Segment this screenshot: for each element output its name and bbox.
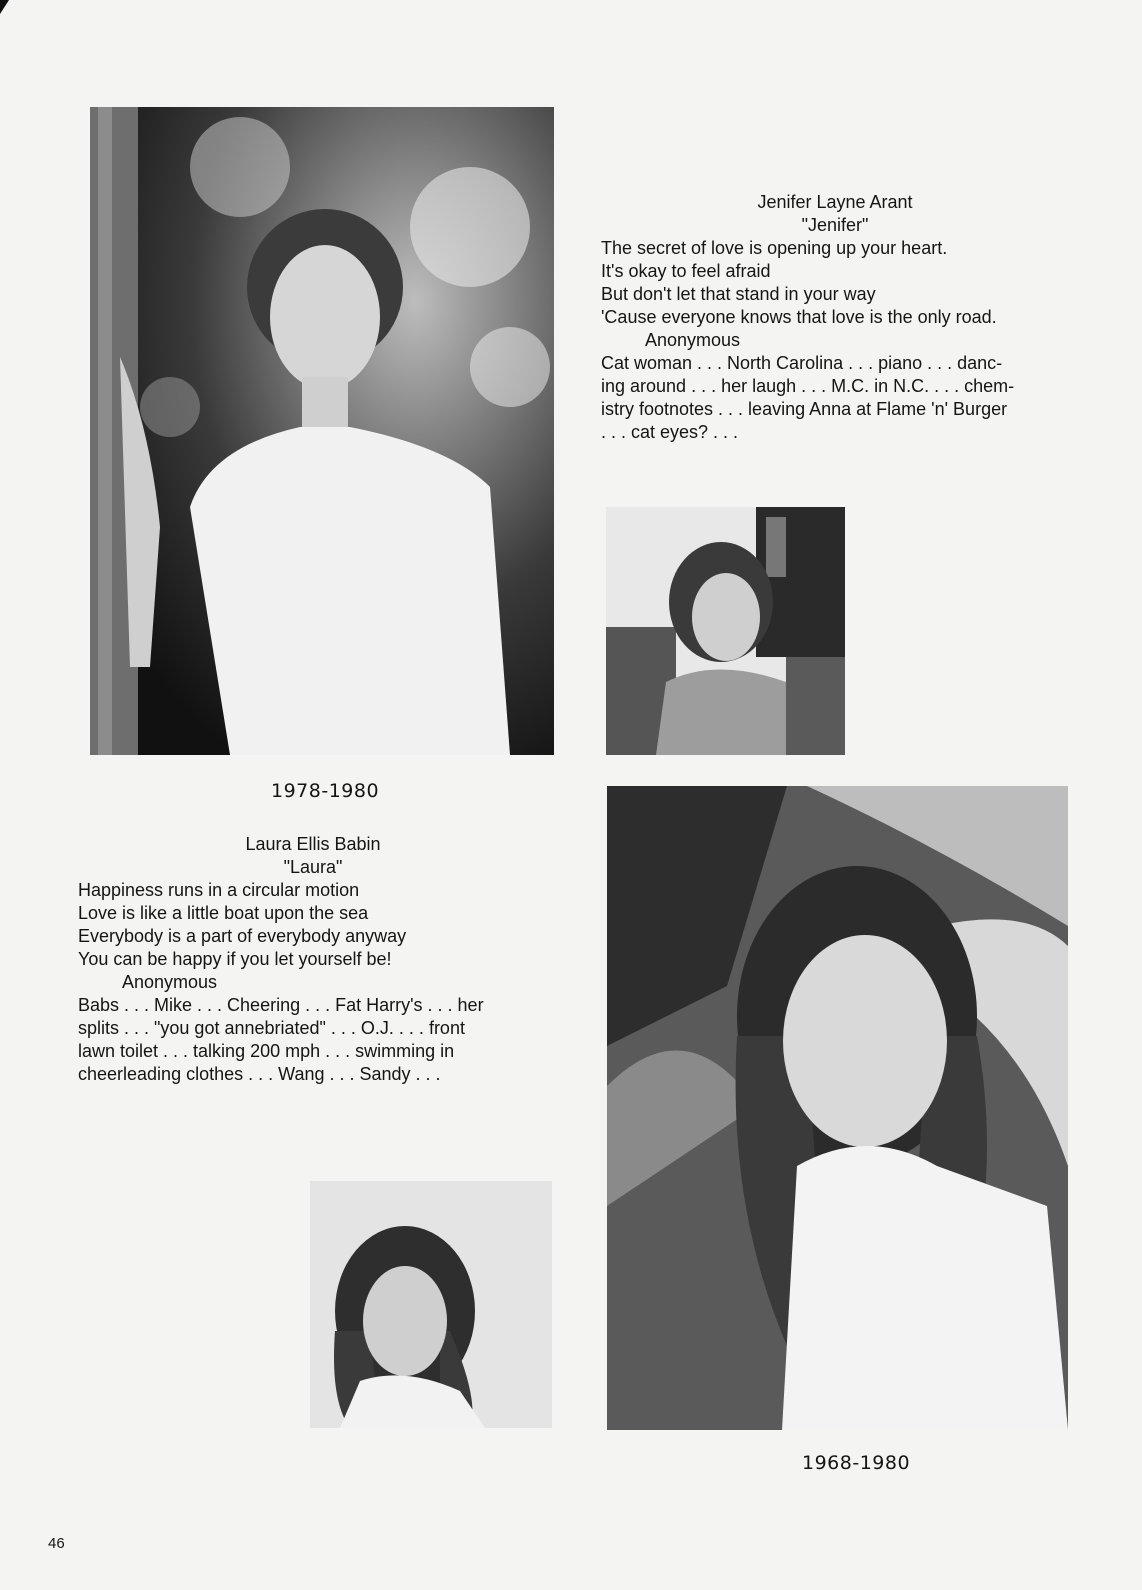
laura-attribution: Anonymous bbox=[122, 972, 218, 992]
jenifer-nickname: "Jenifer" bbox=[801, 215, 869, 235]
laura-quote-line: Love is like a little boat upon the sea bbox=[78, 903, 369, 923]
laura-quote-line: Everybody is a part of everybody anyway bbox=[78, 926, 407, 946]
jenifer-quote-line: But don't let that stand in your way bbox=[601, 284, 876, 304]
laura-memories-line: splits . . . "you got annebriated" . . . O.J. . . . front bbox=[78, 1018, 465, 1038]
jenifer-attribution: Anonymous bbox=[645, 330, 741, 350]
jenifer-memories-line: istry footnotes . . . leaving Anna at Flame 'n' Burger bbox=[601, 399, 1008, 419]
jenifer-years: 1978-1980 bbox=[271, 780, 380, 802]
jenifer-memories-line: . . . cat eyes? . . . bbox=[601, 422, 739, 442]
laura-bio bbox=[78, 833, 548, 1086]
jenifer-portrait-photo bbox=[90, 107, 554, 755]
laura-years: 1968-1980 bbox=[802, 1452, 911, 1474]
page-number: 46 bbox=[48, 1535, 65, 1552]
laura-childhood-photo bbox=[310, 1181, 552, 1428]
jenifer-memories-line: ing around . . . her laugh . . . M.C. in N.C. . . . chem- bbox=[601, 376, 1015, 396]
laura-full-name: Laura Ellis Babin bbox=[245, 834, 381, 854]
jenifer-memories-line: Cat woman . . . North Carolina . . . piano . . . danc- bbox=[601, 353, 1003, 373]
laura-memories-line: lawn toilet . . . talking 200 mph . . . swimming in bbox=[78, 1041, 455, 1061]
laura-quote-line: Happiness runs in a circular motion bbox=[78, 880, 360, 900]
laura-portrait-photo bbox=[607, 786, 1068, 1430]
laura-quote-line: You can be happy if you let yourself be! bbox=[78, 949, 392, 969]
laura-nickname: "Laura" bbox=[283, 857, 343, 877]
jenifer-full-name: Jenifer Layne Arant bbox=[757, 192, 913, 212]
jenifer-quote-line: The secret of love is opening up your heart. bbox=[601, 238, 948, 258]
laura-memories-line: cheerleading clothes . . . Wang . . . Sandy . . . bbox=[78, 1064, 441, 1084]
corner-mark bbox=[0, 0, 9, 14]
laura-memories-line: Babs . . . Mike . . . Cheering . . . Fat Harry's . . . her bbox=[78, 995, 484, 1015]
jenifer-quote-line: 'Cause everyone knows that love is the only road. bbox=[601, 307, 997, 327]
jenifer-childhood-photo bbox=[606, 507, 845, 755]
jenifer-bio bbox=[601, 191, 1069, 444]
jenifer-quote-line: It's okay to feel afraid bbox=[601, 261, 771, 281]
